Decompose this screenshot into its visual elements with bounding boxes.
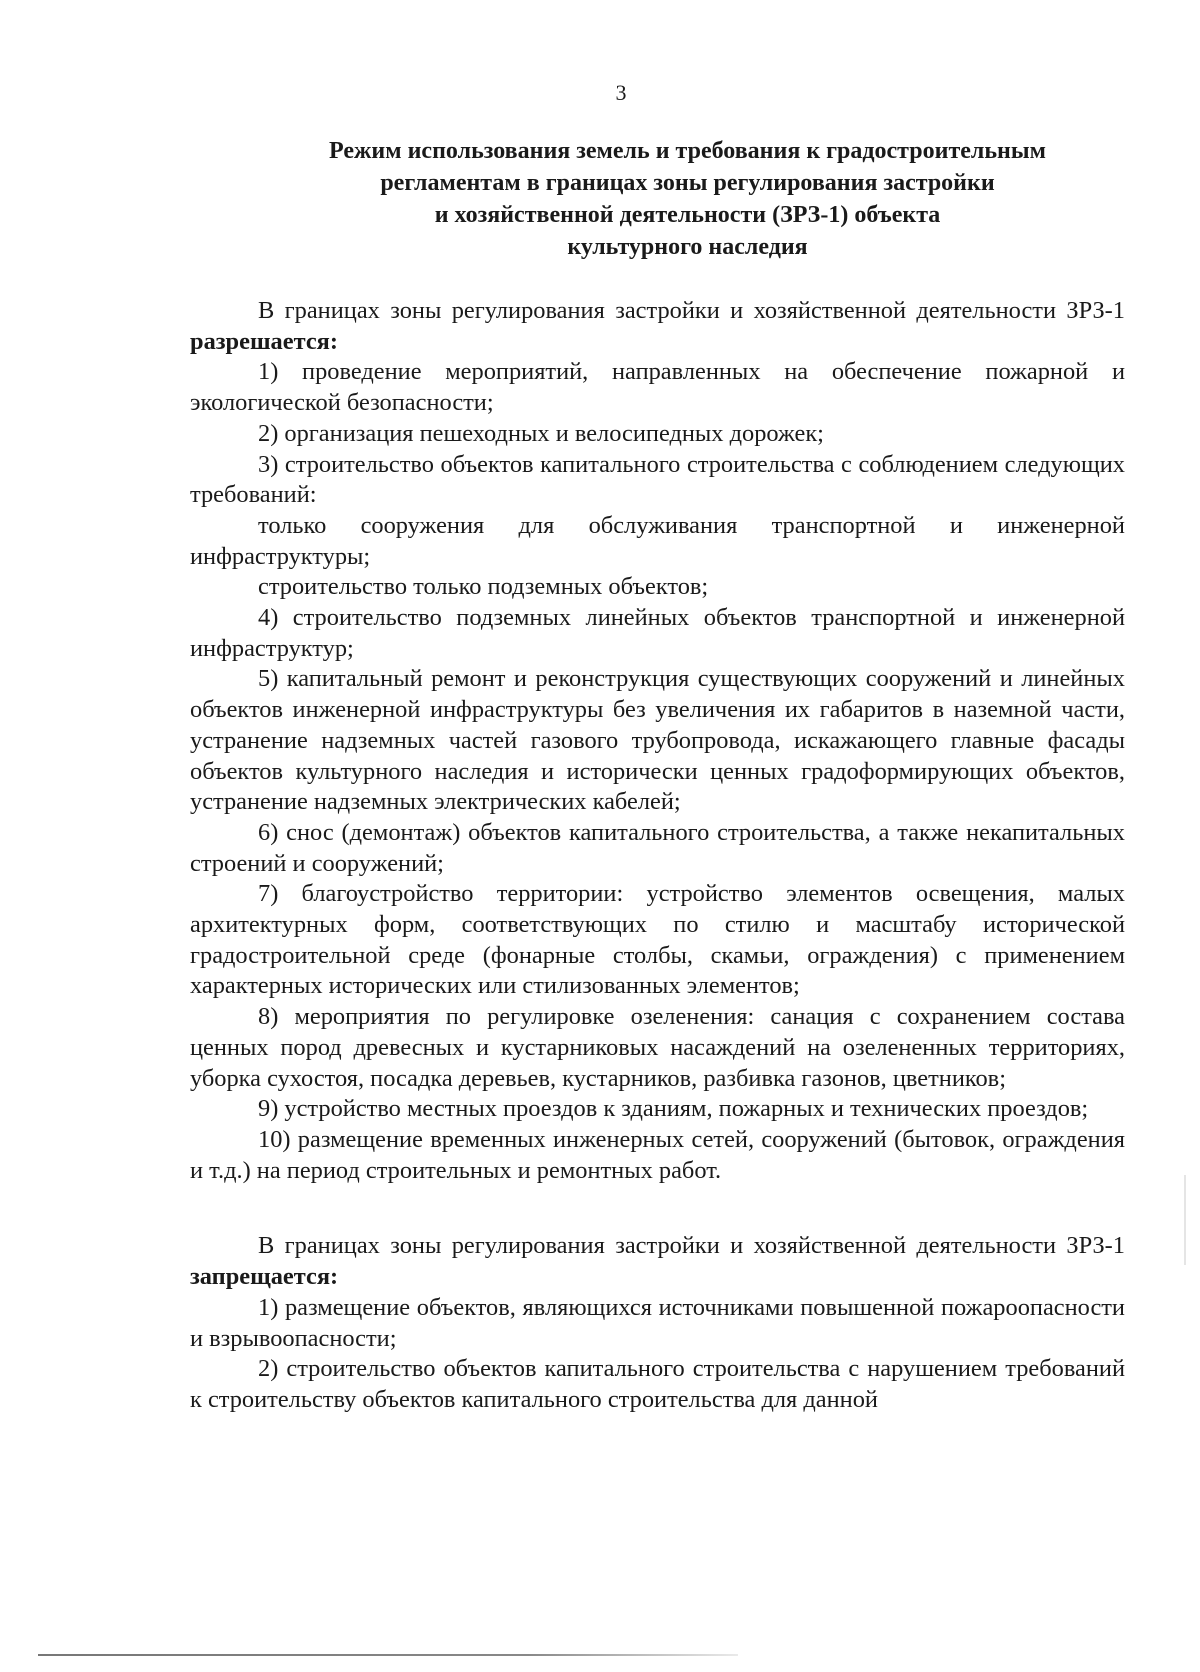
prohibited-item: 2) строительство объектов капитального строительства с нарушением требований к строительству объектов капитального строительства для данной: [190, 1355, 1125, 1413]
allowed-lead: В границах зоны регулирования застройки и хозяйственной деятельности ЗРЗ-1: [258, 297, 1125, 324]
document-title: [190, 135, 1185, 263]
section-gap: [190, 1186, 1125, 1231]
allowed-subitem: строительство только подземных объектов;: [258, 573, 709, 601]
allowed-section: [190, 296, 1125, 1186]
allowed-item: 7) благоустройство территории: устройство элементов освещения, малых архитектурных форм, соответствующих по стилю и масштабу исторической градостроительной среде (фонарные столбы, скамьи, ограждения) с применением характерных исторических или стилизованных элементов;: [190, 880, 1125, 1000]
allowed-item: 10) размещение временных инженерных сетей, сооружений (бытовок, ограждения и т.д.) на период строительных и ремонтных работ.: [190, 1125, 1125, 1184]
title-line: регламентам в границах зоны регулирования застройки: [380, 170, 995, 196]
title-line: Режим использования земель и требования к градостроительным: [329, 138, 1046, 164]
allowed-intro: [190, 296, 1125, 357]
title-line: и хозяйственной деятельности (ЗРЗ-1) объекта: [434, 202, 941, 228]
document-body: [190, 296, 1125, 1416]
allowed-item: 5) капитальный ремонт и реконструкция существующих сооружений и линейных объектов инженерной инфраструктуры без увеличения их габаритов в наземной части, устранение надземных частей газового трубопровода, искажающего главные фасады объектов культурного наследия и исторически ценных градоформирующих объектов, устранение надземных электрических кабелей;: [190, 665, 1125, 816]
title-line: культурного наследия: [567, 234, 808, 260]
allowed-item: 3) строительство объектов капитального строительства с соблюдением следующих требований:: [190, 450, 1125, 509]
allowed-item: 2) организация пешеходных и велосипедных дорожек;: [258, 419, 824, 447]
prohibited-section: [190, 1231, 1125, 1415]
allowed-item: 4) строительство подземных линейных объектов транспортной и инженерной инфраструктур;: [190, 604, 1125, 662]
allowed-item: 1) проведение мероприятий, направленных на обеспечение пожарной и экологической безопасности;: [190, 358, 1125, 417]
page-number: 3: [615, 80, 627, 105]
prohibited-lead: В границах зоны регулирования застройки и хозяйственной деятельности ЗРЗ-1: [258, 1232, 1125, 1260]
prohibited-item: 1) размещение объектов, являющихся источниками повышенной пожароопасности и взрывоопасности;: [190, 1293, 1125, 1352]
prohibited-intro: [190, 1231, 1125, 1292]
allowed-item: 8) мероприятия по регулировке озеленения: санация с сохранением состава ценных пород древесных и кустарниковых насаждений на озелененных территориях, уборка сухостоя, посадка деревьев, кустарников, разбивка газонов, цветников;: [190, 1003, 1125, 1092]
allowed-subitem: только сооружения для обслуживания транспортной и инженерной инфраструктуры;: [190, 511, 1125, 570]
footer-rule: [38, 1654, 738, 1656]
allowed-item: 9) устройство местных проездов к зданиям, пожарных и технических проездов;: [258, 1095, 1089, 1123]
allowed-keyword: разрешается:: [190, 327, 338, 355]
allowed-item: 6) снос (демонтаж) объектов капитального строительства, а также некапитальных строений и сооружений;: [190, 818, 1125, 877]
prohibited-keyword: запрещается:: [190, 1263, 339, 1291]
scan-margin-mark: [1184, 1175, 1186, 1265]
